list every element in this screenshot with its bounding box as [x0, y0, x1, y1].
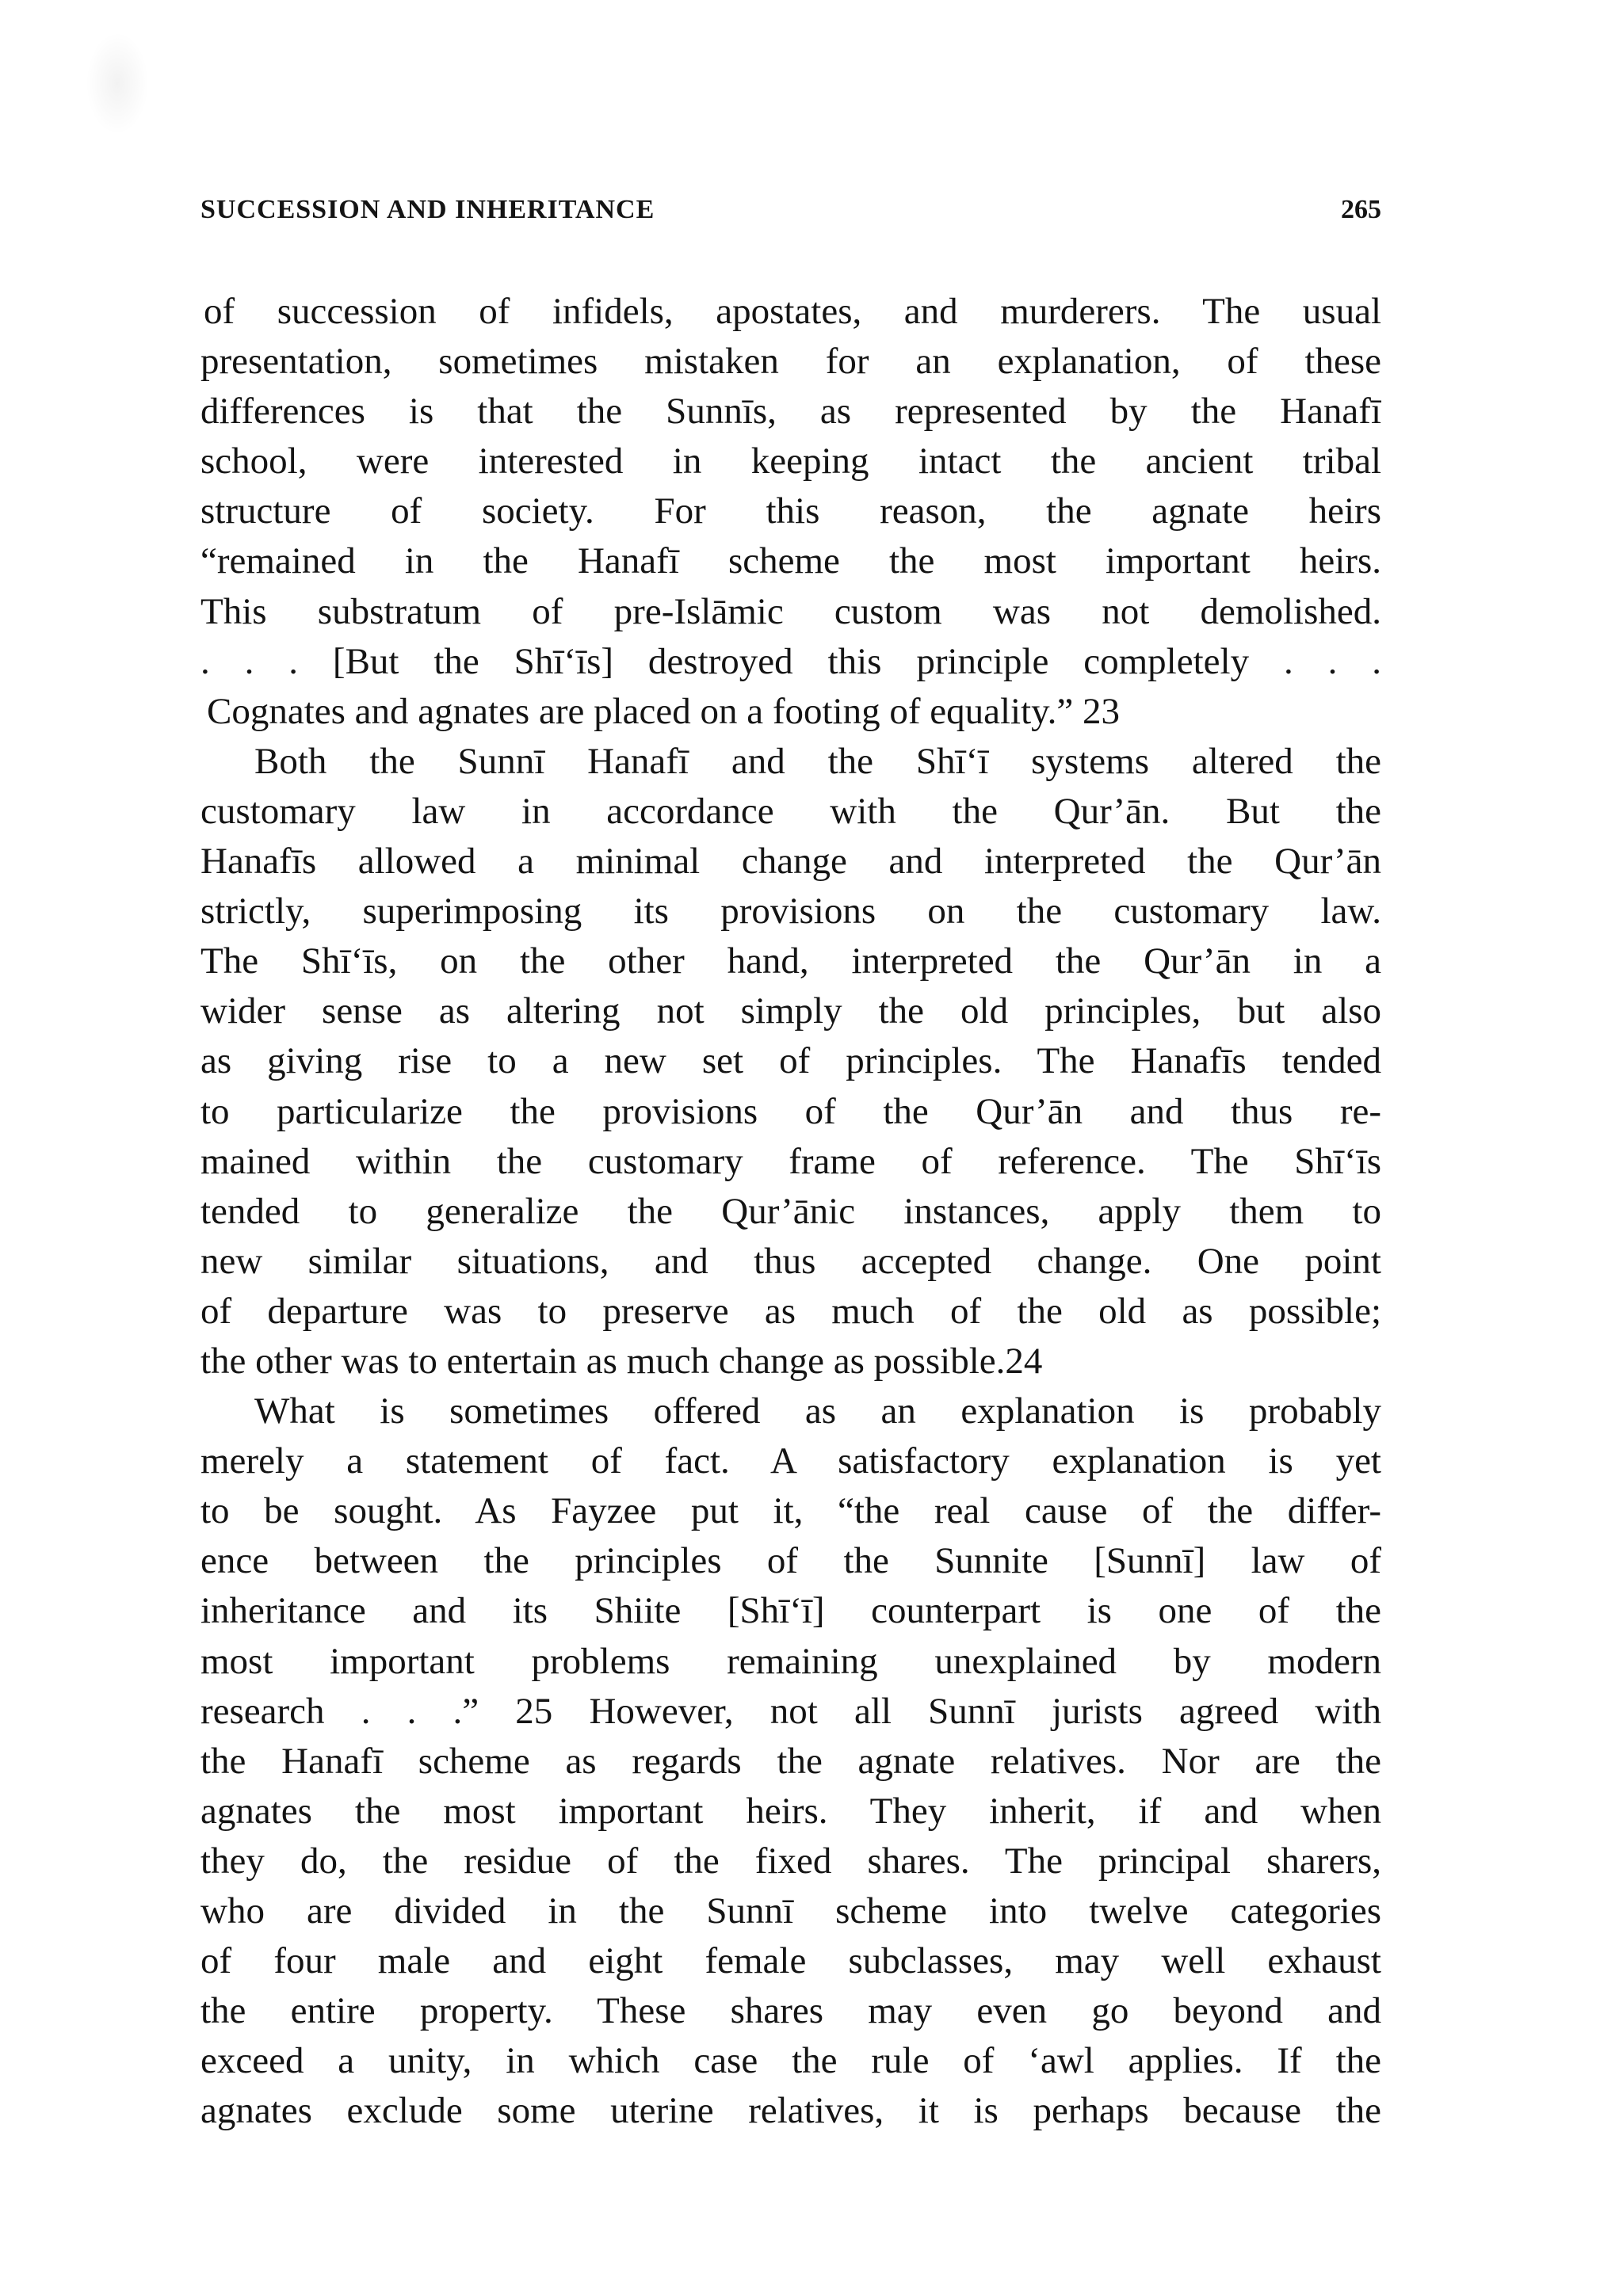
text-line: presentation, sometimes mistaken for an explanation, of these [200, 341, 1381, 383]
text-line: Both the Sunnī Hanafī and the Shī‘ī systems altered the [254, 740, 1381, 782]
text-line: differences is that the Sunnīs, as represented by the Hanafī [200, 391, 1381, 433]
text-line: tended to generalize the Qur’ānic instances, apply them to [200, 1190, 1381, 1232]
text-line: new similar situations, and thus accepted change. One point [200, 1240, 1381, 1282]
text-line: the other was to entertain as much change as possible.24 [200, 1340, 1043, 1382]
text-line: structure of society. For this reason, the agnate heirs [200, 490, 1381, 532]
text-line: school, were interested in keeping intact the ancient tribal [200, 441, 1381, 482]
text-line: agnates the most important heirs. They inherit, if and when [200, 1790, 1381, 1832]
text-line: customary law in accordance with the Qur’ān. But the [200, 790, 1381, 832]
text-line: . . . [But the Shī‘īs] destroyed this principle completely . . . [200, 640, 1381, 682]
text-line: agnates exclude some uterine relatives, it is perhaps because the [200, 2090, 1381, 2132]
running-title: SUCCESSION AND INHERITANCE [200, 195, 655, 224]
text-line: wider sense as altering not simply the old principles, but also [200, 990, 1381, 1032]
text-line: they do, the residue of the fixed shares. The principal sharers, [200, 1840, 1381, 1882]
text-line: who are divided in the Sunnī scheme into twelve categories [200, 1890, 1381, 1932]
page-number: 265 [1341, 195, 1381, 224]
body-text [200, 287, 1381, 2136]
text-line: as giving rise to a new set of principles. The Hanafīs tended [200, 1040, 1381, 1082]
text-line: “remained in the Hanafī scheme the most important heirs. [200, 540, 1381, 582]
scan-smudge [86, 32, 149, 135]
text-line: most important problems remaining unexplained by modern [200, 1640, 1381, 1682]
text-line: The Shī‘īs, on the other hand, interpreted the Qur’ān in a [200, 940, 1381, 982]
text-line: of succession of infidels, apostates, and murderers. The usual [204, 291, 1381, 332]
text-line: the entire property. These shares may even go beyond and [200, 1990, 1381, 2032]
text-line: ence between the principles of the Sunnite [Sunnī] law of [200, 1540, 1381, 1582]
text-line: research . . .” 25 However, not all Sunnī jurists agreed with [200, 1690, 1381, 1732]
text-line: the Hanafī scheme as regards the agnate relatives. Nor are the [200, 1740, 1381, 1782]
text-line: strictly, superimposing its provisions on the customary law. [200, 891, 1381, 933]
text-line: to particularize the provisions of the Qur’ān and thus re- [200, 1090, 1381, 1132]
text-line: to be sought. As Fayzee put it, “the real cause of the differ- [200, 1490, 1381, 1532]
text-line: exceed a unity, in which case the rule of ‘awl applies. If the [200, 2040, 1381, 2082]
text-line: inheritance and its Shiite [Shī‘ī] counterpart is one of the [200, 1590, 1381, 1632]
text-line: of departure was to preserve as much of the old as possible; [200, 1290, 1381, 1332]
text-line: mained within the customary frame of reference. The Shī‘īs [200, 1140, 1381, 1182]
text-line: What is sometimes offered as an explanation is probably [254, 1390, 1381, 1432]
text-line: This substratum of pre-Islāmic custom was not demolished. [200, 590, 1381, 632]
running-head [200, 193, 1381, 227]
text-line: Hanafīs allowed a minimal change and interpreted the Qur’ān [200, 841, 1381, 883]
text-line: Cognates and agnates are placed on a footing of equality.” 23 [207, 690, 1120, 732]
text-line: of four male and eight female subclasses, may well exhaust [200, 1940, 1381, 1982]
text-line: merely a statement of fact. A satisfactory explanation is yet [200, 1440, 1381, 1482]
